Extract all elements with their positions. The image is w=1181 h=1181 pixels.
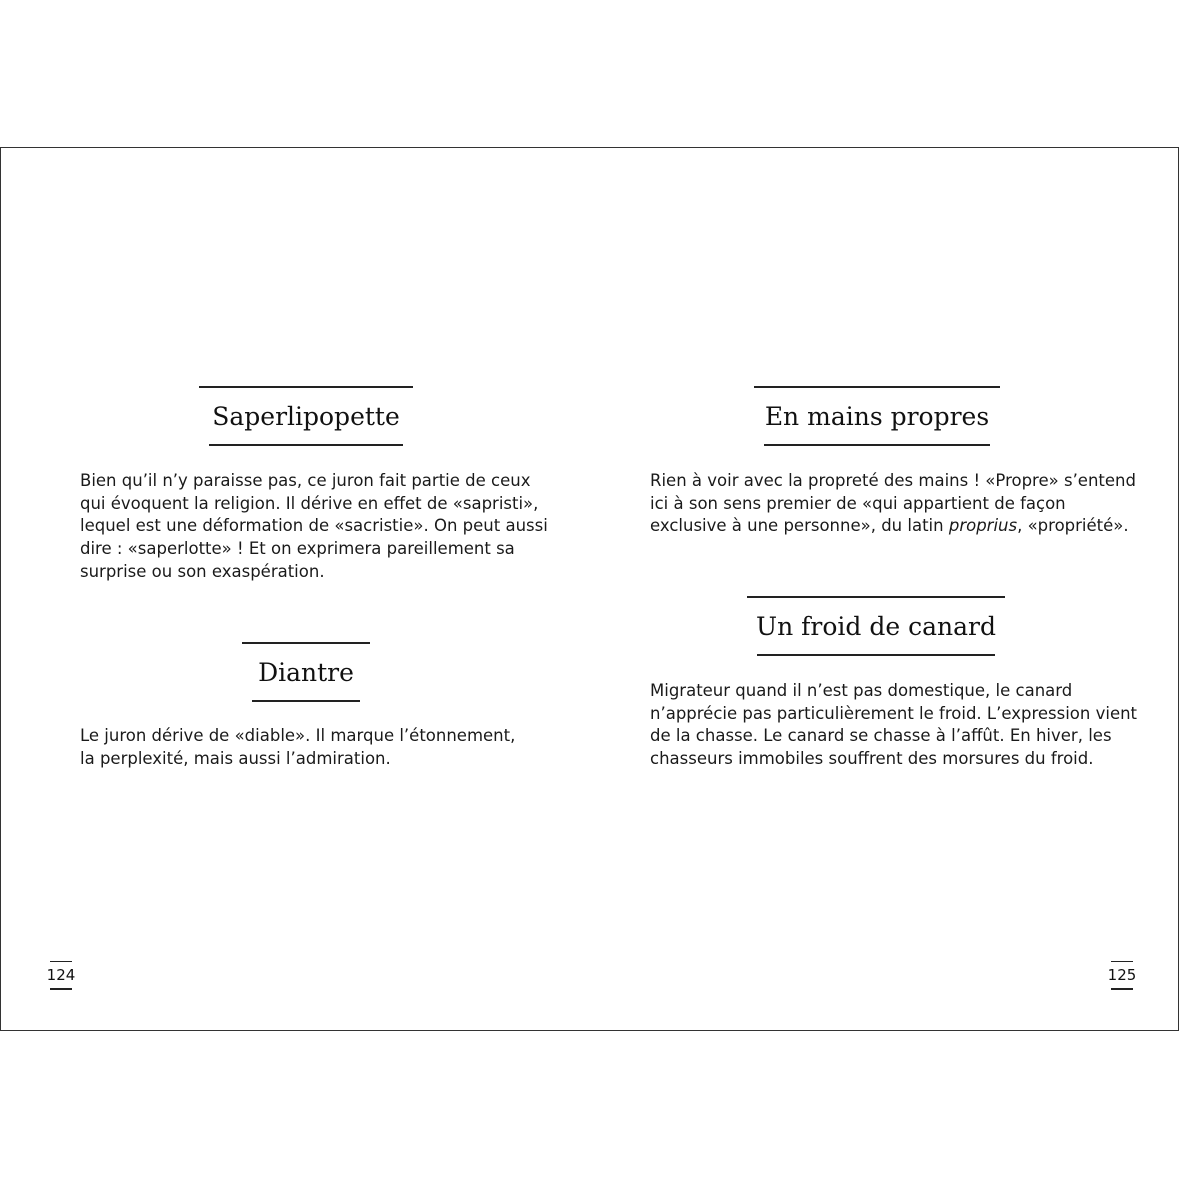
text-line: Rien à voir avec la propreté des mains ! «Propre» s’entend: [650, 471, 1136, 490]
text-line: [650, 515, 1136, 538]
heading-bottom-rule: [209, 444, 403, 446]
page-number-right: [1102, 961, 1142, 990]
heading-top-rule: [199, 386, 413, 388]
section-title: Un froid de canard: [756, 612, 996, 641]
text-line: chasseurs immobiles souffrent des morsures du froid.: [650, 749, 1094, 769]
text-line: de la chasse. Le canard se chasse à l’affût. En hiver, les: [650, 726, 1112, 746]
paragraph-diantre: [80, 725, 515, 770]
page-number-top-rule: [50, 961, 72, 962]
section-title: Diantre: [258, 658, 354, 687]
heading-diantre: [242, 642, 370, 702]
paragraph-en-mains-propres: [650, 470, 1136, 538]
page-number-text: 125: [1107, 966, 1137, 984]
text-line: la perplexité, mais aussi l’admiration.: [80, 748, 391, 768]
text-line: ici à son sens premier de «qui appartient de façon: [650, 493, 1066, 513]
text-line: lequel est une déformation de «sacristie». On peut aussi: [80, 516, 548, 536]
heading-un-froid-de-canard: [747, 596, 1005, 656]
heading-top-rule: [747, 596, 1005, 598]
text-line: surprise ou son exaspération.: [80, 561, 325, 581]
text-line: n’apprécie pas particulièrement le froid. L’expression vient: [650, 703, 1138, 723]
book-spread: [0, 147, 1179, 1031]
heading-saperlipopette: [199, 386, 413, 446]
paragraph-saperlipopette: [80, 470, 548, 584]
heading-top-rule: [754, 386, 1000, 388]
heading-bottom-rule: [757, 654, 995, 656]
page-number-bottom-rule: [1111, 988, 1133, 990]
italic-term: proprius: [948, 516, 1018, 536]
section-title: En mains propres: [764, 402, 990, 431]
paragraph-un-froid-de-canard: [650, 680, 1137, 771]
page-number-left: [41, 961, 81, 990]
heading-bottom-rule: [764, 444, 990, 446]
text-line: Bien qu’il n’y paraisse pas, ce juron fait partie de ceux: [80, 471, 531, 490]
page-number-bottom-rule: [50, 988, 72, 990]
text-segment: exclusive à une personne», du latin: [650, 516, 949, 536]
page-number-top-rule: [1111, 961, 1133, 962]
heading-top-rule: [242, 642, 370, 644]
section-title: Saperlipopette: [212, 402, 400, 431]
text-line: Le juron dérive de «diable». Il marque l’étonnement,: [80, 726, 516, 745]
text-segment: , «propriété».: [1017, 516, 1129, 536]
heading-bottom-rule: [252, 700, 360, 702]
text-line: dire : «saperlotte» ! Et on exprimera pareillement sa: [80, 539, 515, 559]
text-line: qui évoquent la religion. Il dérive en effet de «sapristi»,: [80, 493, 539, 513]
page-number-text: 124: [46, 966, 76, 984]
text-line: Migrateur quand il n’est pas domestique, le canard: [650, 681, 1073, 700]
heading-en-mains-propres: [754, 386, 1000, 446]
